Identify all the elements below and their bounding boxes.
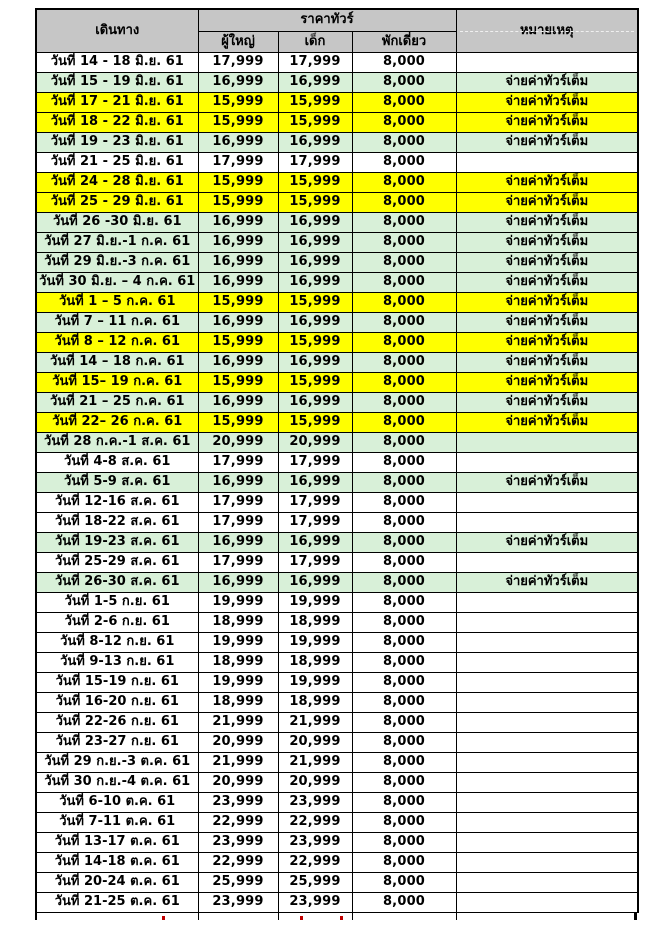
note-cell: จ่ายค่าทัวร์เต็ม <box>456 353 638 373</box>
single-price-cell: 8,000 <box>352 833 456 853</box>
note-cell <box>456 733 638 753</box>
cut-off-red-text-hint <box>340 916 343 920</box>
adult-price-cell: 18,999 <box>198 653 278 673</box>
child-price-cell: 21,999 <box>278 753 352 773</box>
note-cell: จ่ายค่าทัวร์เต็ม <box>456 333 638 353</box>
note-cell <box>456 653 638 673</box>
table-row <box>36 733 638 753</box>
single-price-cell: 8,000 <box>352 733 456 753</box>
table-row <box>36 473 638 493</box>
table-row <box>36 433 638 453</box>
single-price-cell: 8,000 <box>352 693 456 713</box>
note-cell: จ่ายค่าทัวร์เต็ม <box>456 313 638 333</box>
child-price-cell: 16,999 <box>278 133 352 153</box>
date-cell: วันที่ 29 ก.ย.-3 ต.ค. 61 <box>36 753 198 773</box>
child-price-cell: 15,999 <box>278 373 352 393</box>
column-header-adult: ผู้ใหญ่ <box>198 32 278 53</box>
note-cell <box>456 453 638 473</box>
single-price-cell: 8,000 <box>352 193 456 213</box>
table-row <box>36 413 638 433</box>
note-cell <box>456 673 638 693</box>
table-row <box>36 73 638 93</box>
adult-price-cell: 16,999 <box>198 533 278 553</box>
single-price-cell: 8,000 <box>352 213 456 233</box>
single-price-cell: 8,000 <box>352 273 456 293</box>
note-cell <box>456 713 638 733</box>
single-price-cell: 8,000 <box>352 753 456 773</box>
table-row <box>36 813 638 833</box>
date-cell: วันที่ 12-16 ส.ค. 61 <box>36 493 198 513</box>
adult-price-cell: 16,999 <box>198 313 278 333</box>
single-price-cell: 8,000 <box>352 893 456 913</box>
single-price-cell: 8,000 <box>352 653 456 673</box>
single-price-cell: 8,000 <box>352 673 456 693</box>
table-row <box>36 593 638 613</box>
date-cell: วันที่ 18 - 22 มิ.ย. 61 <box>36 113 198 133</box>
adult-price-cell: 18,999 <box>198 693 278 713</box>
adult-price-cell: 22,999 <box>198 853 278 873</box>
adult-price-cell: 19,999 <box>198 673 278 693</box>
adult-price-cell: 16,999 <box>198 473 278 493</box>
note-cell: จ่ายค่าทัวร์เต็ม <box>456 533 638 553</box>
child-price-cell: 19,999 <box>278 593 352 613</box>
table-header <box>36 9 638 53</box>
adult-price-cell: 25,999 <box>198 873 278 893</box>
child-price-cell: 15,999 <box>278 333 352 353</box>
table-row <box>36 513 638 533</box>
cut-off-cell <box>37 913 199 920</box>
note-cell <box>456 53 638 73</box>
table-row <box>36 313 638 333</box>
table-row <box>36 233 638 253</box>
date-cell: วันที่ 25-29 ส.ค. 61 <box>36 553 198 573</box>
child-price-cell: 20,999 <box>278 433 352 453</box>
date-cell: วันที่ 23-27 ก.ย. 61 <box>36 733 198 753</box>
table-row <box>36 153 638 173</box>
note-cell: จ่ายค่าทัวร์เต็ม <box>456 213 638 233</box>
child-price-cell: 17,999 <box>278 153 352 173</box>
single-price-cell: 8,000 <box>352 313 456 333</box>
date-cell: วันที่ 15 - 19 มิ.ย. 61 <box>36 73 198 93</box>
single-price-cell: 8,000 <box>352 593 456 613</box>
table-row <box>36 873 638 893</box>
adult-price-cell: 16,999 <box>198 573 278 593</box>
table-row <box>36 133 638 153</box>
table-row <box>36 833 638 853</box>
date-cell: วันที่ 2-6 ก.ย. 61 <box>36 613 198 633</box>
date-cell: วันที่ 6-10 ต.ค. 61 <box>36 793 198 813</box>
note-cell: จ่ายค่าทัวร์เต็ม <box>456 73 638 93</box>
adult-price-cell: 23,999 <box>198 893 278 913</box>
adult-price-cell: 16,999 <box>198 393 278 413</box>
adult-price-cell: 15,999 <box>198 333 278 353</box>
table-row <box>36 453 638 473</box>
date-cell: วันที่ 7 – 11 ก.ค. 61 <box>36 313 198 333</box>
date-cell: วันที่ 18-22 ส.ค. 61 <box>36 513 198 533</box>
child-price-cell: 22,999 <box>278 813 352 833</box>
table-row <box>36 533 638 553</box>
child-price-cell: 16,999 <box>278 73 352 93</box>
table-row <box>36 573 638 593</box>
adult-price-cell: 20,999 <box>198 773 278 793</box>
table-row <box>36 853 638 873</box>
date-cell: วันที่ 21 – 25 ก.ค. 61 <box>36 393 198 413</box>
table-row <box>36 693 638 713</box>
single-price-cell: 8,000 <box>352 233 456 253</box>
child-price-cell: 16,999 <box>278 273 352 293</box>
child-price-cell: 17,999 <box>278 493 352 513</box>
child-price-cell: 23,999 <box>278 893 352 913</box>
note-cell <box>456 693 638 713</box>
note-cell <box>456 853 638 873</box>
adult-price-cell: 17,999 <box>198 553 278 573</box>
note-cell: จ่ายค่าทัวร์เต็ม <box>456 293 638 313</box>
adult-price-cell: 15,999 <box>198 113 278 133</box>
table-row <box>36 393 638 413</box>
adult-price-cell: 15,999 <box>198 373 278 393</box>
adult-price-cell: 17,999 <box>198 493 278 513</box>
note-cell <box>456 773 638 793</box>
note-cell: จ่ายค่าทัวร์เต็ม <box>456 233 638 253</box>
date-cell: วันที่ 14 - 18 มิ.ย. 61 <box>36 53 198 73</box>
adult-price-cell: 16,999 <box>198 233 278 253</box>
single-price-cell: 8,000 <box>352 133 456 153</box>
adult-price-cell: 23,999 <box>198 793 278 813</box>
note-cell <box>456 493 638 513</box>
cut-off-cell <box>457 913 635 920</box>
child-price-cell: 16,999 <box>278 533 352 553</box>
cut-off-red-text-hint <box>300 916 303 920</box>
child-price-cell: 18,999 <box>278 653 352 673</box>
child-price-cell: 15,999 <box>278 413 352 433</box>
single-price-cell: 8,000 <box>352 473 456 493</box>
child-price-cell: 17,999 <box>278 513 352 533</box>
child-price-cell: 19,999 <box>278 673 352 693</box>
adult-price-cell: 15,999 <box>198 93 278 113</box>
child-price-cell: 25,999 <box>278 873 352 893</box>
note-cell <box>456 833 638 853</box>
date-cell: วันที่ 29 มิ.ย.-3 ก.ค. 61 <box>36 253 198 273</box>
child-price-cell: 21,999 <box>278 713 352 733</box>
single-price-cell: 8,000 <box>352 93 456 113</box>
date-cell: วันที่ 19-23 ส.ค. 61 <box>36 533 198 553</box>
single-price-cell: 8,000 <box>352 113 456 133</box>
note-cell <box>456 593 638 613</box>
table-row <box>36 713 638 733</box>
single-price-cell: 8,000 <box>352 613 456 633</box>
date-cell: วันที่ 21 - 25 มิ.ย. 61 <box>36 153 198 173</box>
child-price-cell: 16,999 <box>278 393 352 413</box>
adult-price-cell: 16,999 <box>198 73 278 93</box>
single-price-cell: 8,000 <box>352 433 456 453</box>
note-cell <box>456 793 638 813</box>
note-cell: จ่ายค่าทัวร์เต็ม <box>456 133 638 153</box>
child-price-cell: 16,999 <box>278 213 352 233</box>
child-price-cell: 23,999 <box>278 793 352 813</box>
dashed-divider <box>460 31 635 32</box>
note-cell <box>456 153 638 173</box>
table-row <box>36 213 638 233</box>
single-price-cell: 8,000 <box>352 253 456 273</box>
child-price-cell: 20,999 <box>278 773 352 793</box>
single-price-cell: 8,000 <box>352 53 456 73</box>
date-cell: วันที่ 1 – 5 ก.ค. 61 <box>36 293 198 313</box>
date-cell: วันที่ 17 - 21 มิ.ย. 61 <box>36 93 198 113</box>
tour-price-table-wrap <box>35 8 637 920</box>
adult-price-cell: 18,999 <box>198 613 278 633</box>
single-price-cell: 8,000 <box>352 573 456 593</box>
single-price-cell: 8,000 <box>352 713 456 733</box>
table-row <box>36 93 638 113</box>
note-cell: จ่ายค่าทัวร์เต็ม <box>456 253 638 273</box>
table-row <box>36 673 638 693</box>
child-price-cell: 16,999 <box>278 233 352 253</box>
date-cell: วันที่ 24 - 28 มิ.ย. 61 <box>36 173 198 193</box>
child-price-cell: 16,999 <box>278 473 352 493</box>
date-cell: วันที่ 26-30 ส.ค. 61 <box>36 573 198 593</box>
child-price-cell: 23,999 <box>278 833 352 853</box>
date-cell: วันที่ 16-20 ก.ย. 61 <box>36 693 198 713</box>
single-price-cell: 8,000 <box>352 353 456 373</box>
adult-price-cell: 16,999 <box>198 273 278 293</box>
adult-price-cell: 16,999 <box>198 213 278 233</box>
notes-header-label: หมายเหตุ <box>519 22 574 38</box>
note-cell: จ่ายค่าทัวร์เต็ม <box>456 393 638 413</box>
adult-price-cell: 16,999 <box>198 253 278 273</box>
note-cell <box>456 893 638 913</box>
table-row <box>36 753 638 773</box>
note-cell: จ่ายค่าทัวร์เต็ม <box>456 113 638 133</box>
note-cell: จ่ายค่าทัวร์เต็ม <box>456 93 638 113</box>
single-price-cell: 8,000 <box>352 453 456 473</box>
single-price-cell: 8,000 <box>352 873 456 893</box>
adult-price-cell: 21,999 <box>198 713 278 733</box>
single-price-cell: 8,000 <box>352 493 456 513</box>
note-cell: จ่ายค่าทัวร์เต็ม <box>456 413 638 433</box>
adult-price-cell: 20,999 <box>198 733 278 753</box>
adult-price-cell: 21,999 <box>198 753 278 773</box>
note-cell: จ่ายค่าทัวร์เต็ม <box>456 173 638 193</box>
child-price-cell: 15,999 <box>278 193 352 213</box>
adult-price-cell: 19,999 <box>198 593 278 613</box>
adult-price-cell: 23,999 <box>198 833 278 853</box>
date-cell: วันที่ 15– 19 ก.ค. 61 <box>36 373 198 393</box>
table-row <box>36 893 638 913</box>
table-row <box>36 793 638 813</box>
child-price-cell: 16,999 <box>278 573 352 593</box>
date-cell: วันที่ 19 - 23 มิ.ย. 61 <box>36 133 198 153</box>
table-row <box>36 193 638 213</box>
child-price-cell: 18,999 <box>278 613 352 633</box>
cut-off-bottom-row <box>35 913 637 920</box>
single-price-cell: 8,000 <box>352 293 456 313</box>
single-price-cell: 8,000 <box>352 393 456 413</box>
table-row <box>36 653 638 673</box>
table-row <box>36 273 638 293</box>
date-cell: วันที่ 28 ก.ค.-1 ส.ค. 61 <box>36 433 198 453</box>
adult-price-cell: 17,999 <box>198 153 278 173</box>
table-row <box>36 553 638 573</box>
date-cell: วันที่ 14 – 18 ก.ค. 61 <box>36 353 198 373</box>
cut-off-cell <box>199 913 279 920</box>
single-price-cell: 8,000 <box>352 633 456 653</box>
column-header-child: เด็ก <box>278 32 352 53</box>
child-price-cell: 17,999 <box>278 553 352 573</box>
date-cell: วันที่ 8-12 ก.ย. 61 <box>36 633 198 653</box>
adult-price-cell: 16,999 <box>198 353 278 373</box>
adult-price-cell: 22,999 <box>198 813 278 833</box>
child-price-cell: 16,999 <box>278 313 352 333</box>
note-cell <box>456 553 638 573</box>
child-price-cell: 16,999 <box>278 253 352 273</box>
child-price-cell: 15,999 <box>278 93 352 113</box>
single-price-cell: 8,000 <box>352 153 456 173</box>
table-row <box>36 253 638 273</box>
child-price-cell: 15,999 <box>278 293 352 313</box>
single-price-cell: 8,000 <box>352 553 456 573</box>
date-cell: วันที่ 1-5 ก.ย. 61 <box>36 593 198 613</box>
note-cell: จ่ายค่าทัวร์เต็ม <box>456 373 638 393</box>
single-price-cell: 8,000 <box>352 333 456 353</box>
adult-price-cell: 17,999 <box>198 453 278 473</box>
note-cell <box>456 753 638 773</box>
note-cell: จ่ายค่าทัวร์เต็ม <box>456 273 638 293</box>
date-cell: วันที่ 7-11 ต.ค. 61 <box>36 813 198 833</box>
note-cell <box>456 873 638 893</box>
date-cell: วันที่ 5-9 ส.ค. 61 <box>36 473 198 493</box>
note-cell <box>456 633 638 653</box>
date-cell: วันที่ 26 -30 มิ.ย. 61 <box>36 213 198 233</box>
note-cell: จ่ายค่าทัวร์เต็ม <box>456 193 638 213</box>
note-cell <box>456 433 638 453</box>
child-price-cell: 17,999 <box>278 453 352 473</box>
adult-price-cell: 20,999 <box>198 433 278 453</box>
single-price-cell: 8,000 <box>352 373 456 393</box>
column-header-notes <box>456 9 638 53</box>
tour-price-table <box>35 8 639 913</box>
child-price-cell: 18,999 <box>278 693 352 713</box>
note-cell <box>456 813 638 833</box>
child-price-cell: 20,999 <box>278 733 352 753</box>
table-row <box>36 333 638 353</box>
adult-price-cell: 16,999 <box>198 133 278 153</box>
single-price-cell: 8,000 <box>352 413 456 433</box>
single-price-cell: 8,000 <box>352 73 456 93</box>
child-price-cell: 17,999 <box>278 53 352 73</box>
table-body <box>36 53 638 913</box>
table-row <box>36 773 638 793</box>
date-cell: วันที่ 15-19 ก.ย. 61 <box>36 673 198 693</box>
date-cell: วันที่ 9-13 ก.ย. 61 <box>36 653 198 673</box>
table-row <box>36 613 638 633</box>
single-price-cell: 8,000 <box>352 533 456 553</box>
note-cell <box>456 613 638 633</box>
column-header-price-group: ราคาทัวร์ <box>198 9 456 32</box>
column-header-single: พักเดี่ยว <box>352 32 456 53</box>
cut-off-cell <box>353 913 457 920</box>
adult-price-cell: 15,999 <box>198 173 278 193</box>
table-row <box>36 353 638 373</box>
table-row <box>36 293 638 313</box>
single-price-cell: 8,000 <box>352 513 456 533</box>
date-cell: วันที่ 22– 26 ก.ค. 61 <box>36 413 198 433</box>
date-cell: วันที่ 25 - 29 มิ.ย. 61 <box>36 193 198 213</box>
table-row <box>36 493 638 513</box>
date-cell: วันที่ 27 มิ.ย.-1 ก.ค. 61 <box>36 233 198 253</box>
single-price-cell: 8,000 <box>352 793 456 813</box>
single-price-cell: 8,000 <box>352 773 456 793</box>
table-row <box>36 113 638 133</box>
cut-off-red-text-hint <box>162 916 165 920</box>
note-cell: จ่ายค่าทัวร์เต็ม <box>456 473 638 493</box>
column-header-travel: เดินทาง <box>36 9 198 53</box>
child-price-cell: 15,999 <box>278 173 352 193</box>
table-row <box>36 53 638 73</box>
adult-price-cell: 15,999 <box>198 293 278 313</box>
child-price-cell: 19,999 <box>278 633 352 653</box>
adult-price-cell: 17,999 <box>198 53 278 73</box>
adult-price-cell: 15,999 <box>198 193 278 213</box>
adult-price-cell: 19,999 <box>198 633 278 653</box>
child-price-cell: 15,999 <box>278 113 352 133</box>
date-cell: วันที่ 22-26 ก.ย. 61 <box>36 713 198 733</box>
adult-price-cell: 17,999 <box>198 513 278 533</box>
single-price-cell: 8,000 <box>352 853 456 873</box>
table-row <box>36 373 638 393</box>
note-cell <box>456 513 638 533</box>
date-cell: วันที่ 8 – 12 ก.ค. 61 <box>36 333 198 353</box>
child-price-cell: 22,999 <box>278 853 352 873</box>
date-cell: วันที่ 30 ก.ย.-4 ต.ค. 61 <box>36 773 198 793</box>
adult-price-cell: 15,999 <box>198 413 278 433</box>
table-row <box>36 173 638 193</box>
date-cell: วันที่ 21-25 ต.ค. 61 <box>36 893 198 913</box>
date-cell: วันที่ 20-24 ต.ค. 61 <box>36 873 198 893</box>
single-price-cell: 8,000 <box>352 813 456 833</box>
date-cell: วันที่ 14-18 ต.ค. 61 <box>36 853 198 873</box>
child-price-cell: 16,999 <box>278 353 352 373</box>
date-cell: วันที่ 13-17 ต.ค. 61 <box>36 833 198 853</box>
date-cell: วันที่ 30 มิ.ย. – 4 ก.ค. 61 <box>36 273 198 293</box>
note-cell: จ่ายค่าทัวร์เต็ม <box>456 573 638 593</box>
single-price-cell: 8,000 <box>352 173 456 193</box>
table-row <box>36 633 638 653</box>
date-cell: วันที่ 4-8 ส.ค. 61 <box>36 453 198 473</box>
